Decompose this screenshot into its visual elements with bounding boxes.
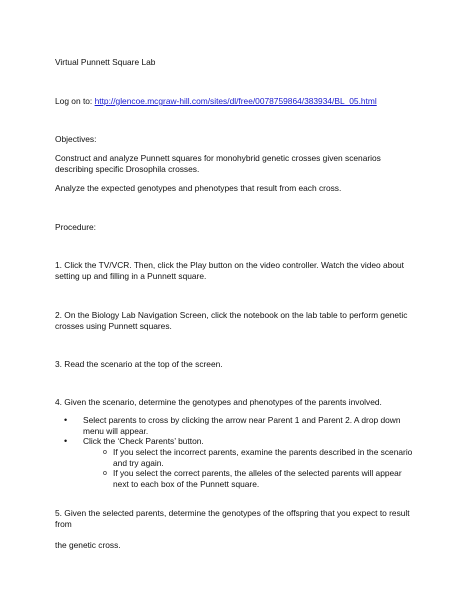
step-4-bullet-1-line-2: menu will appear.	[83, 426, 149, 436]
step-4: 4. Given the scenario, determine the genotypes and phenotypes of the parents involved.	[55, 397, 382, 407]
step-4-sub-bullet-2-line-1: If you select the correct parents, the alleles of the selected parents will appear	[113, 468, 402, 478]
sub-bullet-icon: o	[103, 470, 107, 477]
objective-1-line-2: describing specific Drosophila crosses.	[55, 164, 200, 174]
step-4-bullet-2: Click the ‘Check Parents’ button.	[83, 436, 204, 446]
procedure-heading: Procedure:	[55, 222, 96, 232]
login-label: Log on to:	[55, 96, 95, 106]
step-5-line-2: from	[55, 519, 72, 529]
step-2-line-1: 2. On the Biology Lab Navigation Screen, click the notebook on the lab table to perform genetic	[55, 310, 408, 320]
sub-bullet-icon: o	[103, 449, 107, 456]
step-5-line-1: 5. Given the selected parents, determine the genotypes of the offspring that you expect to result	[55, 508, 410, 518]
step-4-sub-bullet-1-line-1: If you select the incorrect parents, examine the parents described in the scenario	[113, 447, 413, 457]
step-4-sub-bullet-2-line-2: next to each box of the Punnett square.	[113, 479, 260, 489]
step-1-line-1: 1. Click the TV/VCR. Then, click the Play button on the video controller. Watch the video about	[55, 260, 404, 270]
step-1-line-2: setting up and filling in a Punnett square.	[55, 271, 207, 281]
step-5-line-3: the genetic cross.	[55, 540, 121, 550]
lab-url-link[interactable]: http://glencoe.mcgraw-hill.com/sites/dl/free/0078759864/383934/BL_05.html	[94, 96, 377, 106]
step-4-sub-bullet-1-line-2: and try again.	[113, 458, 164, 468]
bullet-icon: •	[64, 436, 68, 446]
login-line	[55, 96, 377, 107]
step-3: 3. Read the scenario at the top of the screen.	[55, 359, 223, 369]
objective-2: Analyze the expected genotypes and phenotypes that result from each cross.	[55, 183, 342, 193]
objectives-heading: Objectives:	[55, 134, 97, 144]
step-2-line-2: crosses using Punnett squares.	[55, 321, 172, 331]
step-4-bullet-1-line-1: Select parents to cross by clicking the arrow near Parent 1 and Parent 2. A drop down	[83, 415, 401, 425]
objective-1-line-1: Construct and analyze Punnett squares for monohybrid genetic crosses given scenarios	[55, 153, 381, 163]
page-title: Virtual Punnett Square Lab	[55, 57, 156, 67]
bullet-icon: •	[64, 415, 68, 425]
